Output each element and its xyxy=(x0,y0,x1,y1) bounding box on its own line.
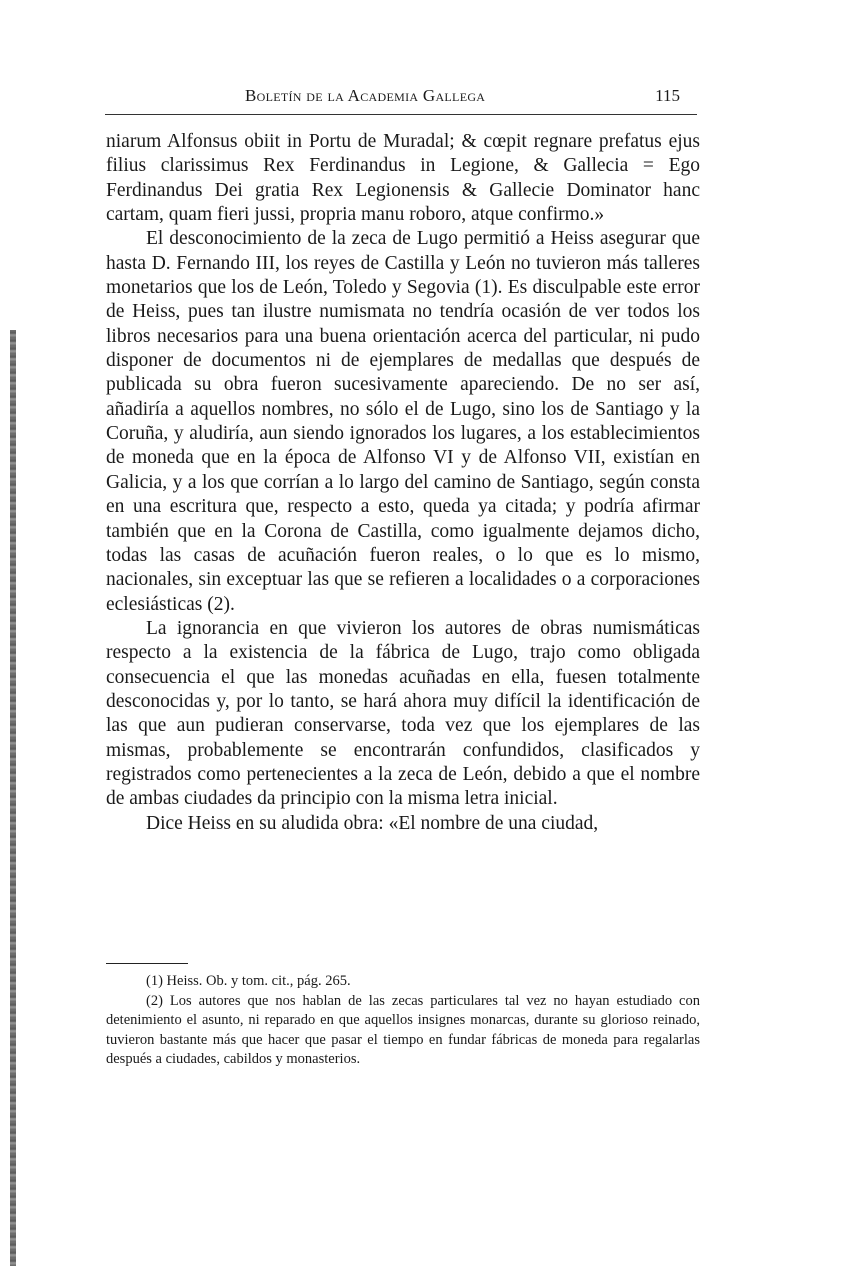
footnote-rule xyxy=(106,963,188,964)
header-rule xyxy=(105,114,697,115)
page-number: 115 xyxy=(655,86,680,105)
footnote-1: (1) Heiss. Ob. y tom. cit., pág. 265. xyxy=(146,973,351,989)
paragraph-heiss-quote: Dice Heiss en su aludida obra: «El nombre de una ciudad, xyxy=(146,812,599,834)
running-header xyxy=(105,86,700,112)
header-title: Boletín de la Academia Gallega xyxy=(245,86,486,105)
paragraph-latin-quote: niarum Alfonsus obiit in Portu de Muradal; & cœpit regnare prefatus ejus filius clarissimus Rex Ferdinandus in Legione, & Gallecia = Ego Ferdinandus Dei gratia Rex Legionensis & Gallecie Dominator hanc cartam, quam fieri jussi, propria manu roboro, atque confirmo.» xyxy=(106,131,700,226)
paragraph-heiss-error: El desconocimiento de la zeca de Lugo permitió a Heiss asegurar que hasta D. Fernando III, los reyes de Castilla y León no tuvieron más talleres monetarios que los de León, Toledo y Segovia (1). Es disculpable este error de Heiss, pues tan ilustre numismata no tendría ocasión de ver todos los libros necesarios para una buena orientación acerca del particular, ni pudo disponer de documentos ni de ejemplares de medallas que después de publicada su obra fueron sucesivamente apareciendo. De no ser así, añadiría a aquellos nombres, no sólo el de Lugo, sino los de Santiago y la Coruña, y aludiría, aun siendo ignorados los lugares, a los establecimientos de moneda que en la época de Alfonso VI y de Alfonso VII, existían en Galicia, y a los que corrían a lo largo del camino de Santiago, según consta en una escritura que, respecto a esto, queda ya citada; y podría afirmar también que en la Corona de Castilla, como igualmente dejamos dicho, todas las casas de acuñación fueron reales, o lo que es lo mismo, nacionales, sin exceptuar las que se refieren a localidades o a corporaciones eclesiásticas (2). xyxy=(106,228,700,615)
paragraph-ignorance: La ignorancia en que vivieron los autores de obras numismáticas respecto a la existencia de la fábrica de Lugo, trajo como obligada consecuencia el que las monedas acuñadas en ella, fuesen totalmente desconocidas y, por lo tanto, se hará ahora muy difícil la identificación de las que aun pudieran conservarse, toda vez que los ejemplares de las mismas, probablemente se encontrarán confundidos, clasificados y registrados como pertenecientes a la zeca de León, debido a que el nombre de ambas ciudades da principio con la misma letra inicial. xyxy=(106,617,700,810)
footnotes xyxy=(106,972,700,1070)
footnote-2: (2) Los autores que nos hablan de las zecas particulares tal vez no hayan estudiado con detenimiento el asunto, ni reparado en que aquellos insignes monarcas, durante su glorioso reinado, tuvieron bastante más que hacer que pasar el tiempo en fundar fábricas de moneda para regalarlas después a ciudades, cabildos y monasterios. xyxy=(106,992,700,1068)
page-binding-edge xyxy=(10,330,16,1266)
body-text xyxy=(106,130,700,836)
